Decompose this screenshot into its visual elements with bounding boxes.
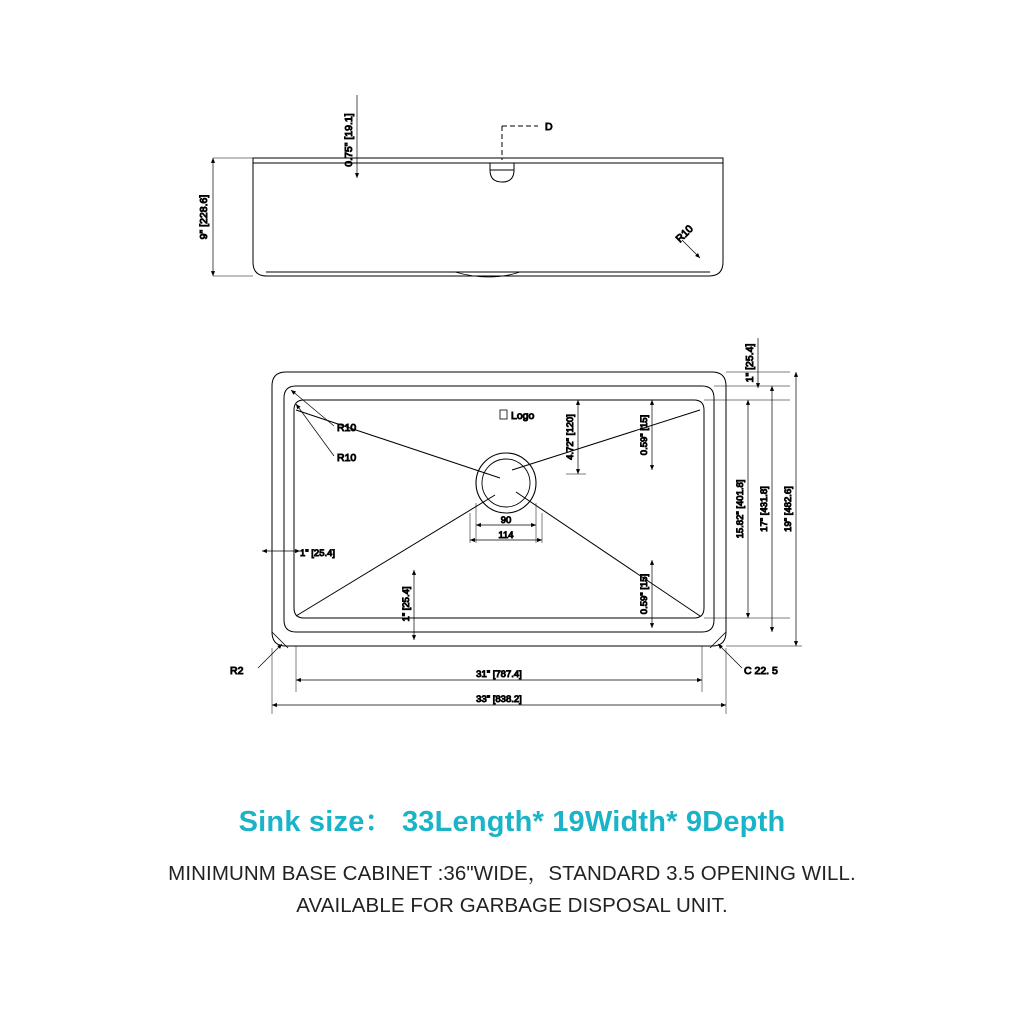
rim-top-dimension: 1" [25.4] xyxy=(744,343,756,383)
top-corner-radius-inner: R10 xyxy=(337,452,357,464)
caption-block xyxy=(0,805,1024,921)
rim-bottom-dimension: 1" [25.4] xyxy=(401,586,412,622)
outer-width-dimension: 19" [482.6] xyxy=(783,486,794,532)
front-height-dimension: 9" [228.6] xyxy=(198,194,210,240)
front-drain-label: D xyxy=(545,121,553,133)
drain-edge-bottom-right-dimension: 0.59" [15] xyxy=(639,573,650,615)
chamfer-label: C 22. 5 xyxy=(744,665,778,677)
front-elevation-view xyxy=(198,95,723,277)
cabinet-note-line-2: AVAILABLE FOR GARBAGE DISPOSAL UNIT. xyxy=(296,893,728,917)
drain-edge-right-dimension: 0.59" [15] xyxy=(639,414,650,456)
drain-offset-vertical: 4.72" [120] xyxy=(565,414,576,460)
front-corner-radius-label: R10 xyxy=(673,223,696,246)
inner-width-dimension: 15.82" [401.8] xyxy=(735,479,746,539)
drain-outer-diameter: 114 xyxy=(498,530,514,541)
sink-size-text: Sink size： 33Length* 19Width* 9Depth xyxy=(238,806,786,838)
rim-left-dimension: 1" [25.4] xyxy=(300,548,336,559)
top-corner-radius-outer: R10 xyxy=(337,422,357,434)
logo-label: Logo xyxy=(511,410,535,422)
drain-inner-diameter: 90 xyxy=(500,515,512,526)
inner-length-dimension: 31" [787.4] xyxy=(476,669,522,680)
outer-length-dimension: 33" [838.2] xyxy=(476,694,522,705)
mid-width-dimension: 17" [431.8] xyxy=(759,486,770,532)
cabinet-note-line-1: MINIMUNM BASE CABINET :36"WIDE，STANDARD 3.5 OPENING WILL. xyxy=(168,861,856,885)
corner-r2-label: R2 xyxy=(230,665,244,677)
front-lip-dimension: 0.75" [19.1] xyxy=(343,113,355,167)
top-plan-view xyxy=(230,338,802,714)
